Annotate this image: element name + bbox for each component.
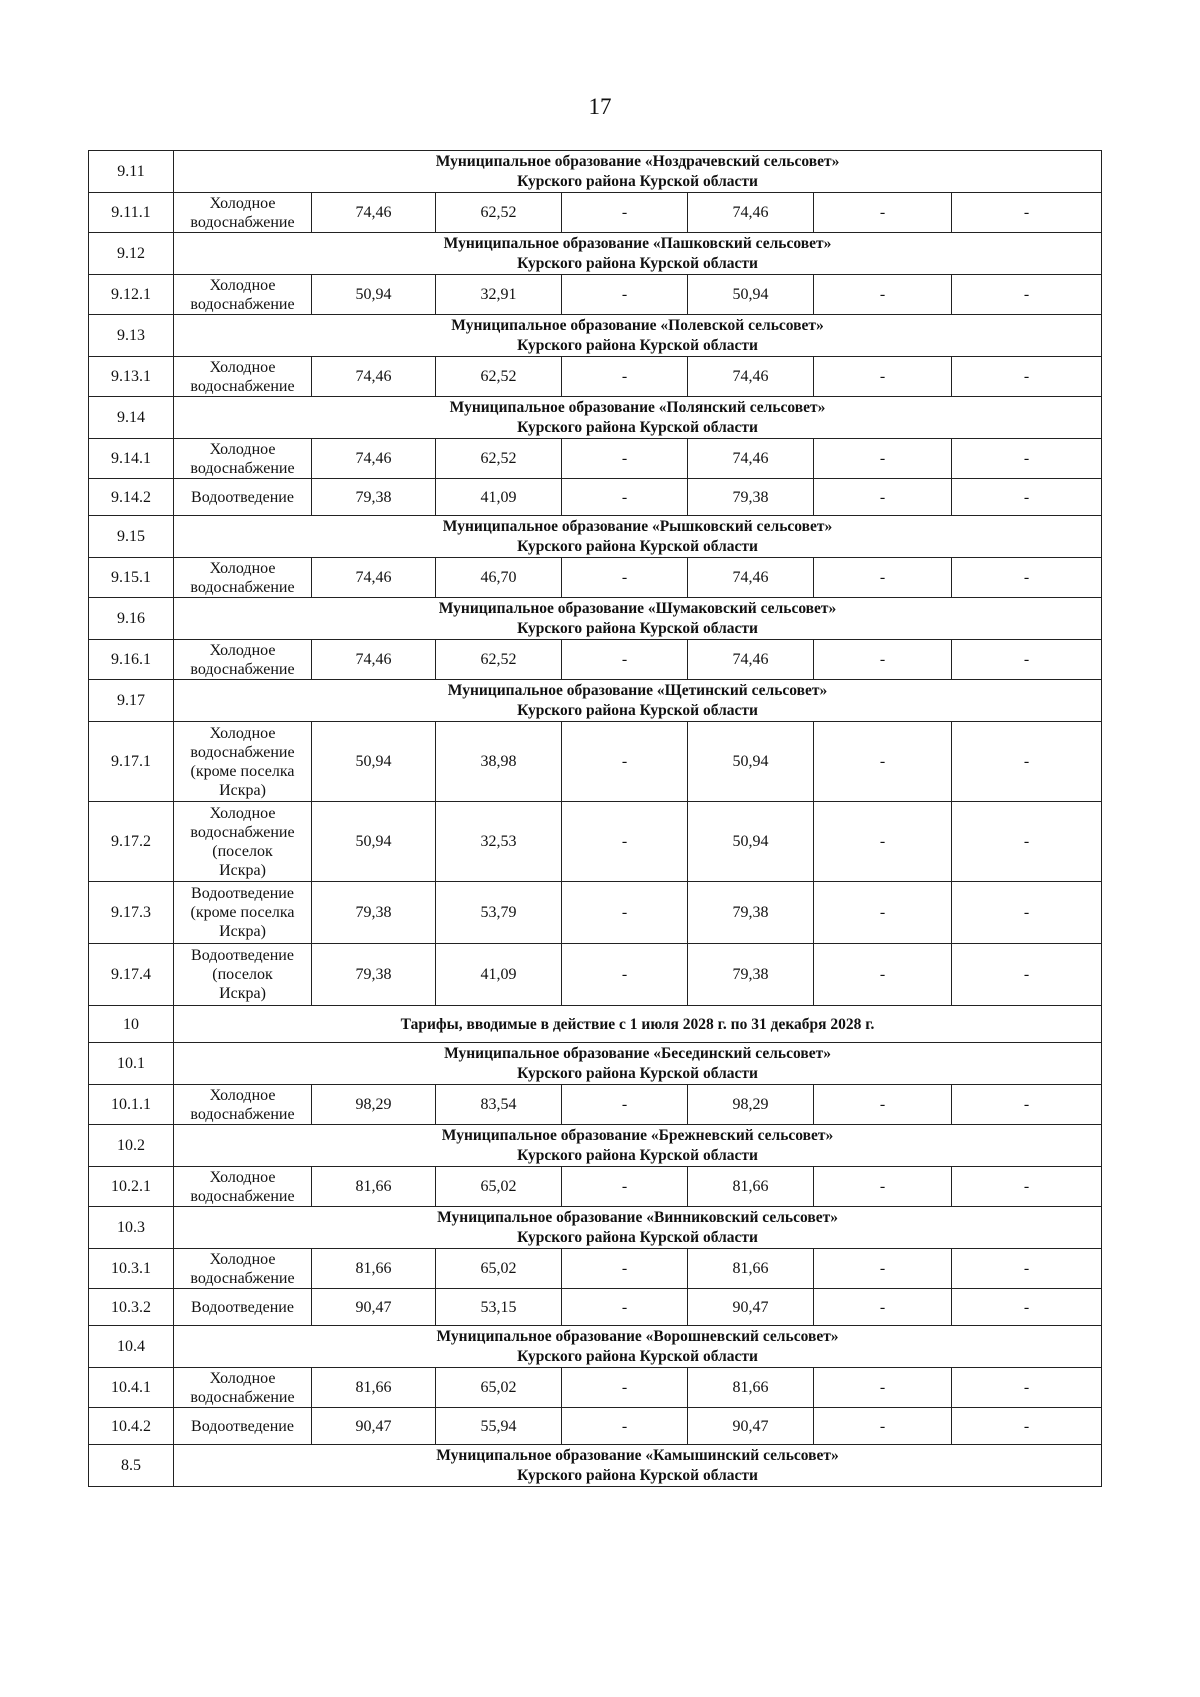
- service-name: [174, 439, 312, 479]
- municipality-title: [174, 233, 1102, 275]
- tariff-value-v1: 90,47: [312, 1289, 436, 1326]
- tariff-value-v6: -: [952, 722, 1102, 802]
- tariff-value-v2: 65,02: [436, 1368, 562, 1408]
- service-name: [174, 357, 312, 397]
- municipality-title: [174, 315, 1102, 357]
- tariff-row: [89, 640, 1102, 680]
- municipality-title: [174, 1207, 1102, 1249]
- service-name: [174, 275, 312, 315]
- tariff-value-v3: -: [562, 357, 688, 397]
- tariff-value-v1: 79,38: [312, 479, 436, 516]
- municipality-header-row: [89, 151, 1102, 193]
- tariff-value-v4: 74,46: [688, 193, 814, 233]
- municipality-title: [174, 1043, 1102, 1085]
- tariff-value-v2: 53,79: [436, 882, 562, 944]
- tariff-value-v5: -: [814, 357, 952, 397]
- service-line: Искра): [219, 781, 266, 799]
- tariff-value-v6: -: [952, 275, 1102, 315]
- tariff-value-v3: -: [562, 1368, 688, 1408]
- tariff-value-v1: 74,46: [312, 439, 436, 479]
- title-line: Курского района Курской области: [517, 1466, 758, 1484]
- row-number: 10.1.1: [89, 1085, 174, 1125]
- service-line: Искра): [219, 985, 266, 1002]
- title-line: Курского района Курской области: [517, 619, 758, 637]
- tariff-value-v1: 81,66: [312, 1167, 436, 1207]
- service-line: Холодное: [209, 641, 276, 659]
- service-name: [174, 193, 312, 233]
- title-line: Муниципальное образование «Щетинский сельсовет»: [447, 681, 828, 699]
- title-line: Курского района Курской области: [517, 172, 758, 190]
- tariff-value-v2: 65,02: [436, 1167, 562, 1207]
- tariff-value-v6: -: [952, 357, 1102, 397]
- title-line: Муниципальное образование «Брежневский сельсовет»: [441, 1126, 834, 1144]
- service-line: водоснабжение: [190, 743, 295, 761]
- tariff-value-v5: -: [814, 1368, 952, 1408]
- title-line: Курского района Курской области: [517, 701, 758, 719]
- tariff-value-v4: 81,66: [688, 1368, 814, 1408]
- tariff-row: [89, 944, 1102, 1006]
- tariff-value-v4: 90,47: [688, 1289, 814, 1326]
- page-number: 17: [588, 94, 612, 119]
- municipality-title: [174, 1125, 1102, 1167]
- tariff-value-v5: -: [814, 479, 952, 516]
- title-line: Муниципальное образование «Бесединский сельсовет»: [444, 1044, 831, 1062]
- municipality-header-row: [89, 397, 1102, 439]
- row-number: 9.16: [89, 598, 174, 640]
- row-number: 9.17.3: [89, 882, 174, 944]
- row-number: 10.4: [89, 1326, 174, 1368]
- tariff-row: [89, 722, 1102, 802]
- tariff-value-v4: 79,38: [688, 882, 814, 944]
- tariff-value-v4: 98,29: [688, 1085, 814, 1125]
- tariff-value-v1: 50,94: [312, 275, 436, 315]
- service-name: [174, 1167, 312, 1207]
- service-line: водоснабжение: [190, 660, 295, 678]
- tariff-row: [89, 275, 1102, 315]
- row-number: 9.12.1: [89, 275, 174, 315]
- service-line: (кроме поселка: [190, 904, 295, 921]
- service-line: Холодное: [209, 358, 276, 376]
- service-line: (кроме поселка: [190, 762, 295, 780]
- row-number: 10.2: [89, 1125, 174, 1167]
- municipality-title: [174, 516, 1102, 558]
- tariff-row: [89, 1085, 1102, 1125]
- tariff-value-v1: 50,94: [312, 722, 436, 802]
- tariff-value-v2: 62,52: [436, 357, 562, 397]
- tariff-value-v4: 81,66: [688, 1249, 814, 1289]
- tariff-value-v4: 79,38: [688, 479, 814, 516]
- tariff-value-v2: 32,53: [436, 802, 562, 882]
- title-line: Курского района Курской области: [517, 1146, 758, 1164]
- title-line: Курского района Курской области: [517, 537, 758, 555]
- tariff-value-v3: -: [562, 944, 688, 1006]
- row-number: 10.1: [89, 1043, 174, 1085]
- service-line: водоснабжение: [190, 1388, 295, 1406]
- tariff-value-v6: -: [952, 640, 1102, 680]
- tariff-value-v3: -: [562, 439, 688, 479]
- tariff-value-v6: -: [952, 1368, 1102, 1408]
- service-line: Холодное: [209, 276, 276, 294]
- tariff-row: [89, 1289, 1102, 1326]
- tariff-value-v4: 74,46: [688, 558, 814, 598]
- service-line: водоснабжение: [190, 1269, 295, 1287]
- title-line: Курского района Курской области: [517, 254, 758, 272]
- tariff-value-v6: -: [952, 944, 1102, 1006]
- title-line: Муниципальное образование «Винниковский сельсовет»: [437, 1208, 838, 1226]
- tariff-value-v3: -: [562, 722, 688, 802]
- tariff-value-v6: -: [952, 1085, 1102, 1125]
- tariff-value-v5: -: [814, 1085, 952, 1125]
- tariff-row: [89, 1368, 1102, 1408]
- table-body: [89, 151, 1102, 1487]
- tariff-value-v6: -: [952, 1249, 1102, 1289]
- tariff-value-v6: -: [952, 479, 1102, 516]
- tariff-value-v3: -: [562, 558, 688, 598]
- title-line: Муниципальное образование «Полянский сельсовет»: [449, 398, 826, 416]
- service-name: [174, 640, 312, 680]
- tariff-value-v2: 65,02: [436, 1249, 562, 1289]
- row-number: 9.12: [89, 233, 174, 275]
- tariff-row: [89, 1249, 1102, 1289]
- service-name: [174, 944, 312, 1006]
- service-line: Холодное: [209, 804, 276, 822]
- title-line: Муниципальное образование «Пашковский сельсовет»: [443, 234, 832, 252]
- title-line: Муниципальное образование «Шумаковский сельсовет»: [438, 599, 837, 617]
- tariff-period-row: [89, 1006, 1102, 1043]
- tariff-value-v5: -: [814, 439, 952, 479]
- tariff-value-v5: -: [814, 558, 952, 598]
- row-number: 9.17: [89, 680, 174, 722]
- tariff-value-v1: 79,38: [312, 944, 436, 1006]
- municipality-title: [174, 397, 1102, 439]
- tariff-row: [89, 479, 1102, 516]
- service-line: Холодное: [209, 1086, 276, 1104]
- tariff-value-v2: 83,54: [436, 1085, 562, 1125]
- row-number: 9.16.1: [89, 640, 174, 680]
- title-line: Курского района Курской области: [517, 418, 758, 436]
- tariff-value-v3: -: [562, 802, 688, 882]
- tariff-value-v5: -: [814, 1167, 952, 1207]
- service-line: водоснабжение: [190, 459, 295, 477]
- tariff-value-v1: 74,46: [312, 640, 436, 680]
- tariff-value-v4: 74,46: [688, 439, 814, 479]
- municipality-header-row: [89, 680, 1102, 722]
- tariff-value-v1: 74,46: [312, 193, 436, 233]
- service-line: водоснабжение: [190, 213, 295, 231]
- tariff-value-v5: -: [814, 882, 952, 944]
- service-line: Холодное: [209, 1250, 276, 1268]
- service-line: Холодное: [209, 440, 276, 458]
- title-line: Муниципальное образование «Ворошневский сельсовет»: [436, 1327, 839, 1345]
- service-name: [174, 558, 312, 598]
- municipality-title: [174, 151, 1102, 193]
- tariff-value-v2: 46,70: [436, 558, 562, 598]
- row-number: 9.11.1: [89, 193, 174, 233]
- tariff-value-v3: -: [562, 479, 688, 516]
- tariff-value-v1: 90,47: [312, 1408, 436, 1445]
- municipality-header-row: [89, 1125, 1102, 1167]
- row-number: 9.14: [89, 397, 174, 439]
- tariff-row: [89, 1408, 1102, 1445]
- tariff-value-v3: -: [562, 882, 688, 944]
- service-line: водоснабжение: [190, 295, 295, 313]
- service-line: водоснабжение: [190, 823, 295, 841]
- tariff-value-v4: 50,94: [688, 275, 814, 315]
- title-line: Муниципальное образование «Рышковский сельсовет»: [442, 517, 833, 535]
- municipality-title: [174, 1445, 1102, 1487]
- tariff-value-v1: 98,29: [312, 1085, 436, 1125]
- tariff-value-v3: -: [562, 275, 688, 315]
- row-number: 10.3.2: [89, 1289, 174, 1326]
- service-line: водоснабжение: [190, 1187, 295, 1205]
- tariff-value-v6: -: [952, 1167, 1102, 1207]
- service-line: Холодное: [209, 194, 276, 212]
- municipality-header-row: [89, 598, 1102, 640]
- tariff-value-v2: 62,52: [436, 640, 562, 680]
- municipality-title: [174, 680, 1102, 722]
- service-name: [174, 1249, 312, 1289]
- tariff-row: [89, 439, 1102, 479]
- tariff-value-v1: 79,38: [312, 882, 436, 944]
- municipality-header-row: [89, 516, 1102, 558]
- tariff-value-v4: 74,46: [688, 640, 814, 680]
- tariff-value-v5: -: [814, 944, 952, 1006]
- tariff-value-v1: 81,66: [312, 1368, 436, 1408]
- service-line: Холодное: [209, 1369, 276, 1387]
- service-line: (поселок: [212, 966, 273, 983]
- tariff-value-v2: 32,91: [436, 275, 562, 315]
- service-line: (поселок: [212, 842, 273, 860]
- tariff-value-v6: -: [952, 193, 1102, 233]
- service-line: Водоотведение: [191, 947, 294, 964]
- tariff-value-v2: 62,52: [436, 439, 562, 479]
- row-number: 10.3.1: [89, 1249, 174, 1289]
- tariff-value-v3: -: [562, 640, 688, 680]
- service-name: [174, 479, 312, 516]
- row-number: 9.17.4: [89, 944, 174, 1006]
- title-line: Муниципальное образование «Ноздрачевский сельсовет»: [435, 152, 840, 170]
- tariff-value-v4: 81,66: [688, 1167, 814, 1207]
- service-line: водоснабжение: [190, 578, 295, 596]
- service-line: водоснабжение: [190, 377, 295, 395]
- title-line: Муниципальное образование «Камышинский сельсовет»: [436, 1446, 839, 1464]
- tariff-row: [89, 1167, 1102, 1207]
- row-number: 9.15: [89, 516, 174, 558]
- service-name: [174, 1085, 312, 1125]
- row-number: 9.13.1: [89, 357, 174, 397]
- service-line: Холодное: [209, 559, 276, 577]
- municipality-header-row: [89, 315, 1102, 357]
- tariff-value-v6: -: [952, 558, 1102, 598]
- title-line: Курского района Курской области: [517, 1228, 758, 1246]
- tariff-value-v2: 38,98: [436, 722, 562, 802]
- tariff-value-v5: -: [814, 802, 952, 882]
- tariff-row: [89, 802, 1102, 882]
- tariff-value-v3: -: [562, 1408, 688, 1445]
- tariff-value-v5: -: [814, 640, 952, 680]
- tariff-value-v4: 50,94: [688, 802, 814, 882]
- tariff-value-v5: -: [814, 1408, 952, 1445]
- tariff-value-v4: 74,46: [688, 357, 814, 397]
- title-line: Курского района Курской области: [517, 1064, 758, 1082]
- tariff-value-v6: -: [952, 1408, 1102, 1445]
- tariff-row: [89, 882, 1102, 944]
- service-name: [174, 1408, 312, 1445]
- tariff-value-v5: -: [814, 1249, 952, 1289]
- service-name: [174, 882, 312, 944]
- tariff-row: [89, 558, 1102, 598]
- municipality-title: [174, 598, 1102, 640]
- tariff-value-v3: -: [562, 1289, 688, 1326]
- row-number: 10.4.2: [89, 1408, 174, 1445]
- tariff-value-v2: 55,94: [436, 1408, 562, 1445]
- tariff-value-v2: 41,09: [436, 944, 562, 1006]
- tariff-value-v1: 74,46: [312, 357, 436, 397]
- tariff-value-v4: 90,47: [688, 1408, 814, 1445]
- tariff-value-v5: -: [814, 1289, 952, 1326]
- title-line: Курского района Курской области: [517, 336, 758, 354]
- tariff-value-v3: -: [562, 1167, 688, 1207]
- municipality-header-row: [89, 1043, 1102, 1085]
- service-name: [174, 722, 312, 802]
- row-number: 10.4.1: [89, 1368, 174, 1408]
- tariff-value-v2: 41,09: [436, 479, 562, 516]
- tariff-value-v5: -: [814, 275, 952, 315]
- tariff-value-v5: -: [814, 722, 952, 802]
- tariff-value-v6: -: [952, 882, 1102, 944]
- tariff-row: [89, 357, 1102, 397]
- tariff-value-v3: -: [562, 193, 688, 233]
- municipality-header-row: [89, 233, 1102, 275]
- service-line: Водоотведение: [191, 885, 294, 902]
- row-number: 9.14.2: [89, 479, 174, 516]
- tariff-value-v4: 50,94: [688, 722, 814, 802]
- tariff-value-v3: -: [562, 1085, 688, 1125]
- title-line: Тарифы, вводимые в действие с 1 июля 2028 г. по 31 декабря 2028 г.: [400, 1015, 875, 1033]
- tariff-value-v2: 53,15: [436, 1289, 562, 1326]
- row-number: 10: [89, 1006, 174, 1043]
- service-line: Искра): [219, 861, 266, 879]
- tariff-value-v5: -: [814, 193, 952, 233]
- service-line: Водоотведение: [191, 1298, 294, 1316]
- row-number: 10.3: [89, 1207, 174, 1249]
- service-name: [174, 1368, 312, 1408]
- tariff-value-v1: 74,46: [312, 558, 436, 598]
- service-line: Искра): [219, 923, 266, 940]
- tariff-value-v6: -: [952, 1289, 1102, 1326]
- tariff-value-v6: -: [952, 802, 1102, 882]
- municipality-header-row: [89, 1207, 1102, 1249]
- row-number: 9.13: [89, 315, 174, 357]
- row-number: 9.17.1: [89, 722, 174, 802]
- service-name: [174, 1289, 312, 1326]
- row-number: 8.5: [89, 1445, 174, 1487]
- service-line: Водоотведение: [191, 488, 294, 506]
- row-number: 9.17.2: [89, 802, 174, 882]
- tariff-value-v4: 79,38: [688, 944, 814, 1006]
- row-number: 9.11: [89, 151, 174, 193]
- tariff-value-v3: -: [562, 1249, 688, 1289]
- row-number: 9.15.1: [89, 558, 174, 598]
- tariff-row: [89, 193, 1102, 233]
- service-line: Водоотведение: [191, 1417, 294, 1435]
- tariff-value-v1: 50,94: [312, 802, 436, 882]
- service-line: Холодное: [209, 724, 276, 742]
- municipality-header-row: [89, 1326, 1102, 1368]
- title-line: Курского района Курской области: [517, 1347, 758, 1365]
- municipality-header-row: [89, 1445, 1102, 1487]
- tariff-period-title: [174, 1006, 1102, 1043]
- service-name: [174, 802, 312, 882]
- service-line: Холодное: [209, 1168, 276, 1186]
- row-number: 10.2.1: [89, 1167, 174, 1207]
- tariff-value-v1: 81,66: [312, 1249, 436, 1289]
- row-number: 9.14.1: [89, 439, 174, 479]
- municipality-title: [174, 1326, 1102, 1368]
- tariff-value-v6: -: [952, 439, 1102, 479]
- title-line: Муниципальное образование «Полевской сельсовет»: [451, 316, 824, 334]
- service-line: водоснабжение: [190, 1105, 295, 1123]
- tariff-value-v2: 62,52: [436, 193, 562, 233]
- tariff-table: [88, 150, 1102, 1487]
